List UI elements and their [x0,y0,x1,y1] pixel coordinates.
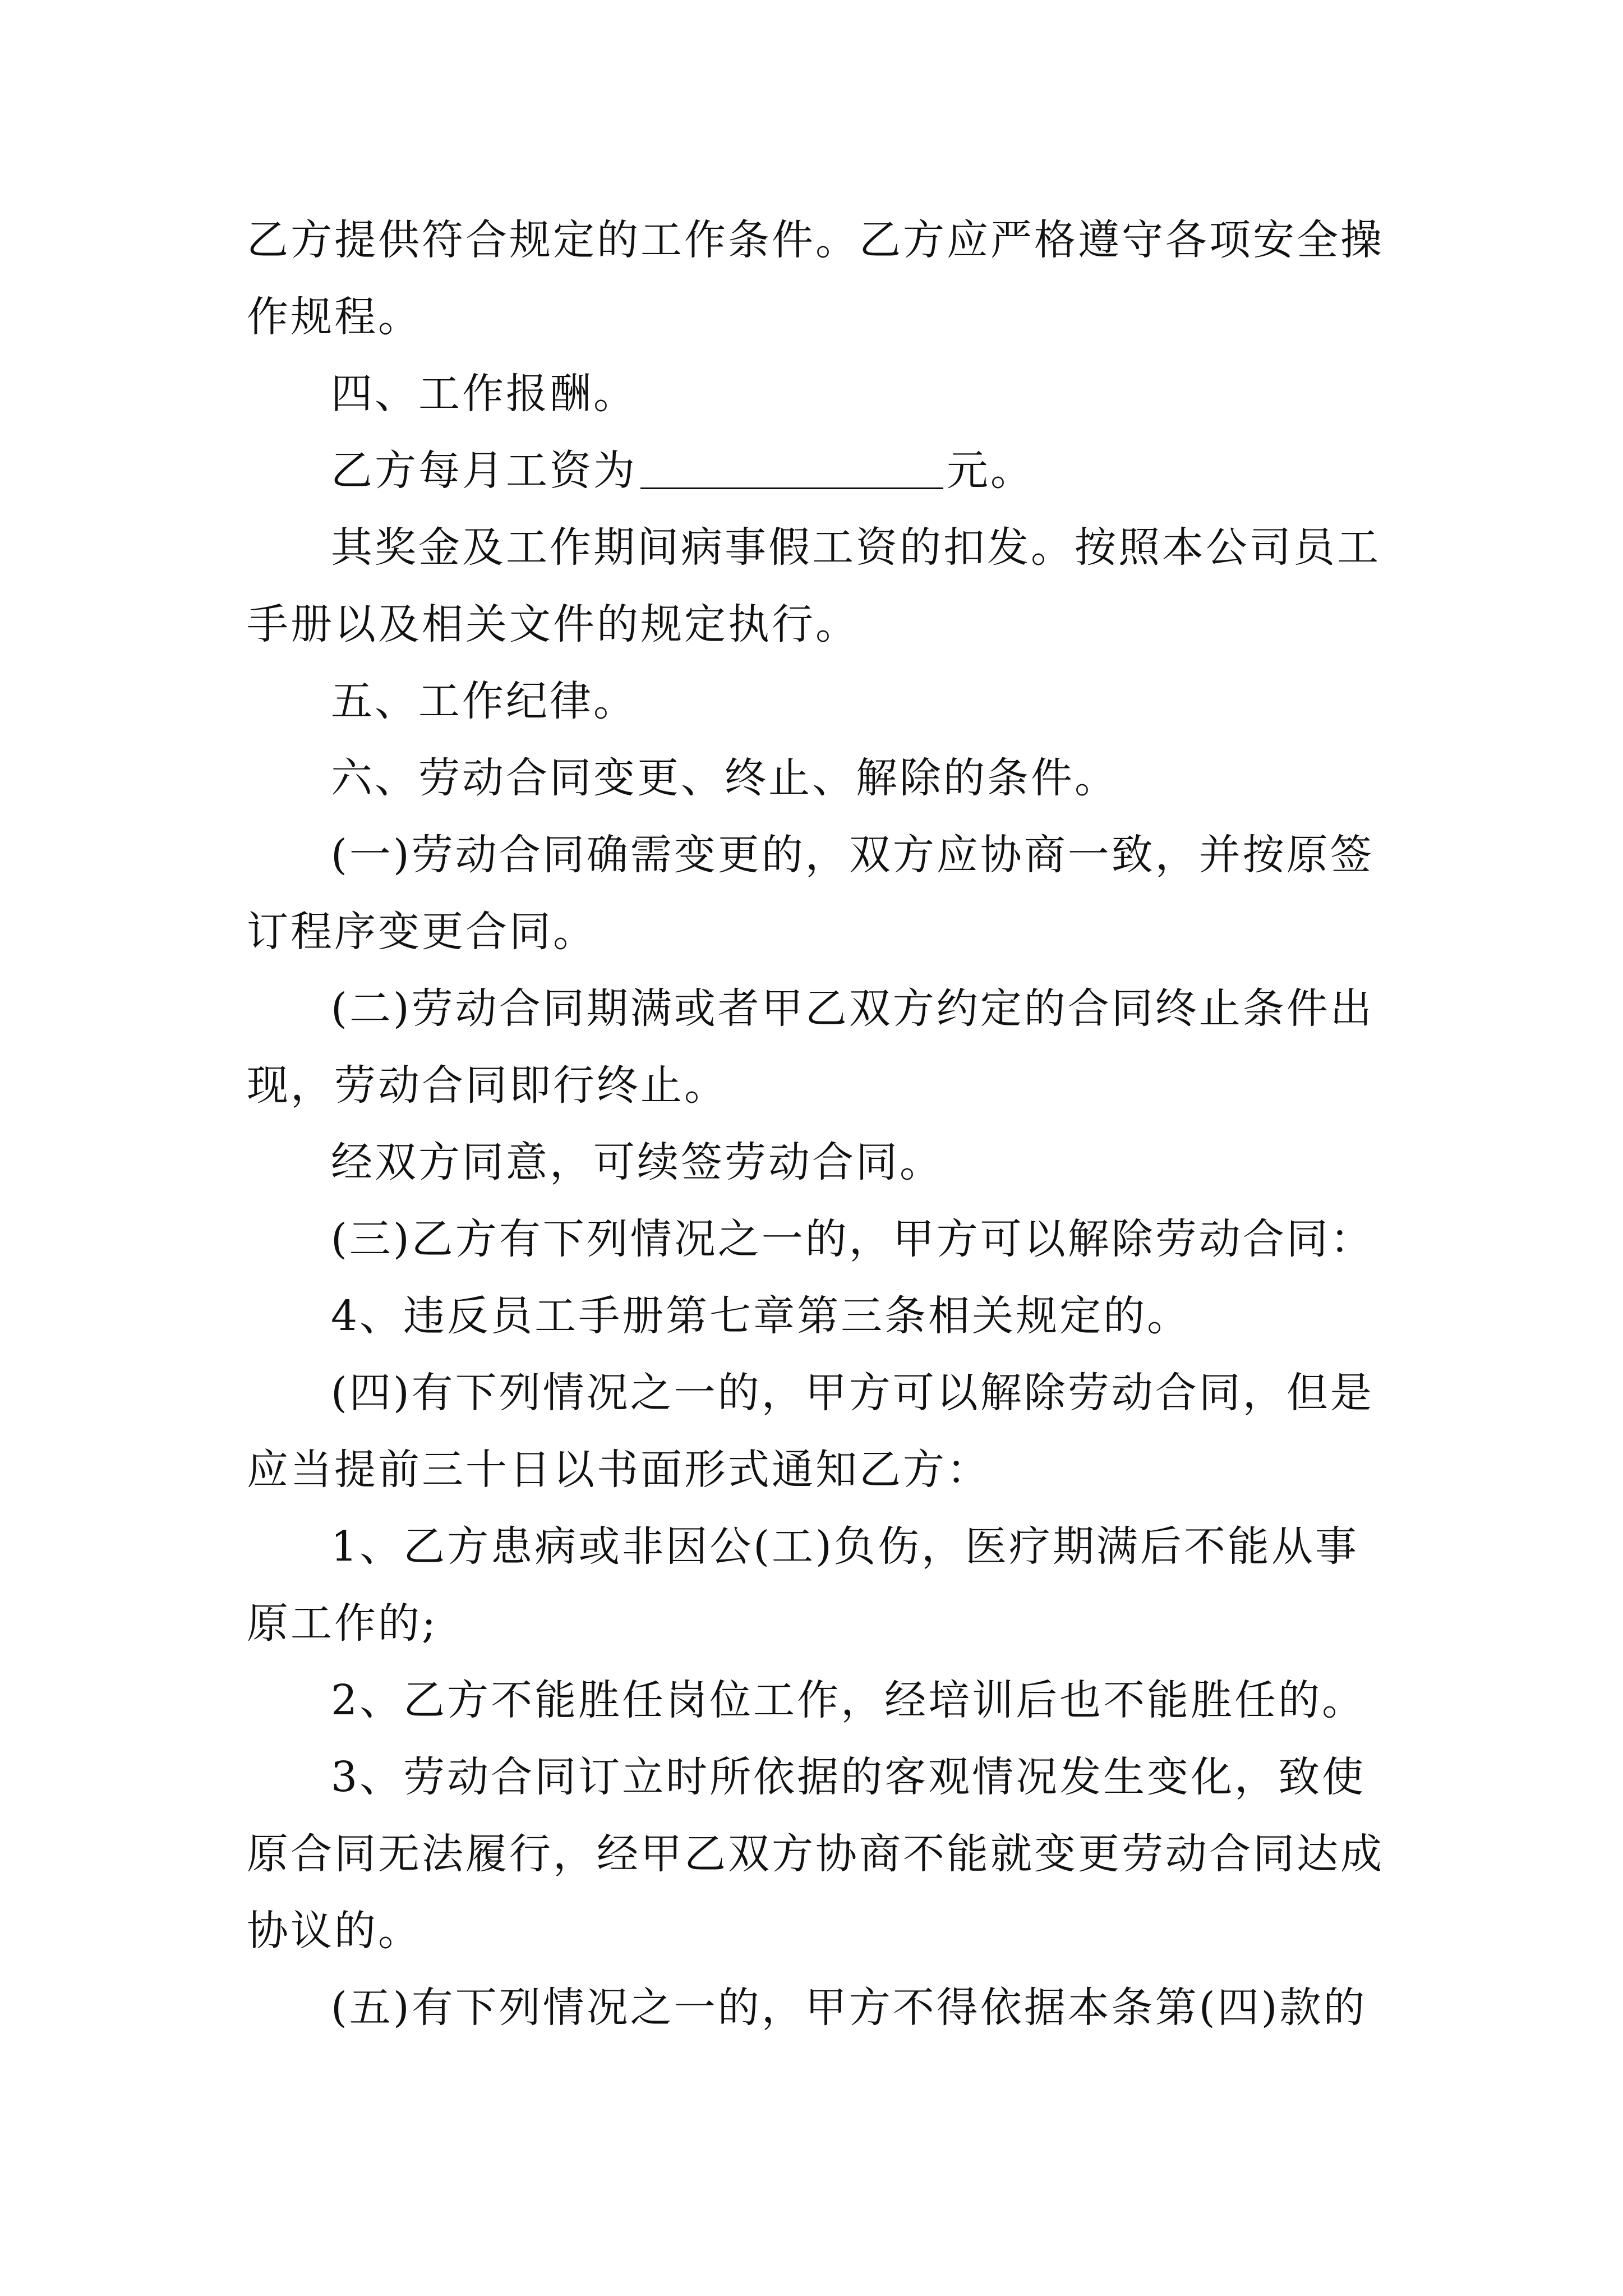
paragraph-line: 2、乙方不能胜任岗位工作，经培训后也不能胜任的。 [331,1676,1366,1724]
paragraph-line: 乙方提供符合规定的工作条件。乙方应严格遵守各项安全操 [247,216,1384,264]
paragraph-line: (四)有下列情况之一的，甲方可以解除劳动合同，但是 [331,1369,1374,1417]
paragraph-line: 3、劳动合同订立时所依据的客观情况发生变化，致使 [331,1753,1366,1801]
section-heading-conditions: 六、劳动合同变更、终止、解除的条件。 [331,754,1118,802]
salary-line [247,432,1391,509]
salary-suffix: 元。 [947,447,1034,495]
paragraph-line: 现，劳动合同即行终止。 [247,1061,728,1110]
paragraph-line: 经双方同意，可续签劳动合同。 [331,1138,943,1186]
paragraph-line: (一)劳动合同确需变更的，双方应协商一致，并按原签 [331,831,1374,879]
paragraph-line: 原合同无法履行，经甲乙双方协商不能就变更劳动合同达成 [247,1830,1384,1878]
section-heading-discipline: 五、工作纪律。 [331,677,637,725]
paragraph-line: (三)乙方有下列情况之一的，甲方可以解除劳动合同： [331,1215,1374,1263]
paragraph-line: (二)劳动合同期满或者甲乙双方约定的合同终止条件出 [331,984,1374,1033]
salary-prefix: 乙方每月工资为 [331,447,637,495]
paragraph-line: (五)有下列情况之一的，甲方不得依据本条第(四)款的 [331,1984,1367,2032]
paragraph-line: 其奖金及工作期间病事假工资的扣发。按照本公司员工 [331,523,1381,572]
paragraph-line: 作规程。 [247,293,422,341]
paragraph-line: 4、违反员工手册第七章第三条相关规定的。 [331,1292,1191,1340]
paragraph-line: 1、乙方患病或非因公(工)负伤，医疗期满后不能从事 [331,1522,1359,1571]
section-heading-remuneration: 四、工作报酬。 [331,370,637,418]
paragraph-line: 应当提前三十日以书面形式通知乙方： [247,1446,990,1494]
salary-blank-field [640,448,943,489]
contract-body [247,202,1391,2046]
paragraph-line: 手册以及相关文件的规定执行。 [247,600,859,648]
paragraph-line: 协议的。 [247,1907,422,1955]
paragraph-line: 原工作的; [247,1599,438,1648]
paragraph-line: 订程序变更合同。 [247,908,597,956]
